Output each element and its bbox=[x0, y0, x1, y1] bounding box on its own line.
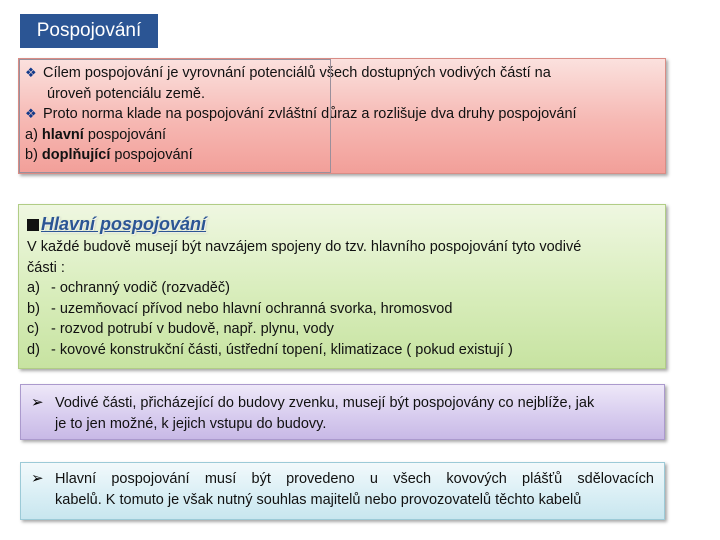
section-heading bbox=[27, 211, 657, 237]
type-a bbox=[25, 125, 657, 146]
intro-line-2: části : bbox=[27, 259, 65, 276]
cable-line-1-text: Hlavní pospojování musí být provedeno u všech kovových plášťů sdělovacích bbox=[55, 471, 654, 487]
list-item-label: c) bbox=[27, 321, 40, 337]
list-item-text: - rozvod potrubí v budově, např. plynu, vody bbox=[51, 321, 334, 337]
bullet-1 bbox=[25, 63, 657, 84]
section-heading-text: Hlavní pospojování bbox=[41, 214, 207, 234]
cable-sheath-note bbox=[20, 462, 665, 520]
type-b-prefix: b) bbox=[25, 147, 42, 163]
list-item-label: d) bbox=[27, 341, 40, 358]
list-item-text: - kovové konstrukční části, ústřední topení, klimatizace ( pokud existují ) bbox=[51, 341, 513, 358]
note-line-1-text: Vodivé části, přicházející do budovy zvenku, musejí být pospojovány co nejblíže, jak bbox=[55, 395, 595, 411]
diamond-bullet-icon: ❖ bbox=[25, 106, 37, 121]
type-b-bold: doplňující bbox=[41, 147, 111, 163]
list-item-text: - ochranný vodič (rozvaděč) bbox=[51, 280, 230, 296]
note-line-1 bbox=[31, 393, 654, 414]
type-b-rest: pospojování bbox=[110, 147, 193, 163]
cable-line-2: kabelů. K tomuto je však nutný souhlas majitelů nebo provozovatelů těchto kabelů bbox=[55, 491, 582, 508]
type-a-bold: hlavní bbox=[41, 126, 84, 143]
list-item-label: b) bbox=[27, 300, 40, 317]
square-bullet-icon bbox=[27, 219, 39, 231]
list-item bbox=[27, 319, 657, 340]
list-item-text: - uzemňovací přívod nebo hlavní ochranná svorka, hromosvod bbox=[51, 300, 453, 317]
type-a-prefix: a) bbox=[25, 126, 42, 143]
external-parts-note bbox=[20, 384, 665, 440]
intro-panel bbox=[18, 58, 666, 174]
cable-line-1 bbox=[31, 469, 654, 490]
arrow-bullet-icon: ➢ bbox=[31, 470, 44, 487]
list-item-label: a) bbox=[27, 280, 40, 296]
type-b bbox=[25, 145, 657, 166]
bullet-1-continuation: úroveň potenciálu země. bbox=[47, 85, 205, 102]
note-line-2: je to jen možné, k jejich vstupu do budovy. bbox=[55, 415, 327, 432]
type-a-rest: pospojování bbox=[83, 126, 167, 143]
arrow-bullet-icon: ➢ bbox=[31, 394, 44, 411]
list-item bbox=[27, 299, 657, 320]
list-item bbox=[27, 340, 657, 361]
main-bonding-panel bbox=[18, 204, 666, 369]
page-title: Pospojování bbox=[20, 14, 158, 48]
bullet-2-text: Proto norma klade na pospojování zvláštní důraz a rozlišuje dva druhy pospojování bbox=[43, 106, 577, 122]
bullet-1-text: Cílem pospojování je vyrovnání potenciálů všech dostupných vodivých částí na bbox=[43, 65, 551, 81]
intro-line-1: V každé budově musejí být navzájem spojeny do tzv. hlavního pospojování tyto vodivé bbox=[27, 239, 582, 255]
list-item bbox=[27, 278, 657, 299]
bullet-2 bbox=[25, 104, 657, 125]
diamond-bullet-icon: ❖ bbox=[25, 65, 37, 80]
